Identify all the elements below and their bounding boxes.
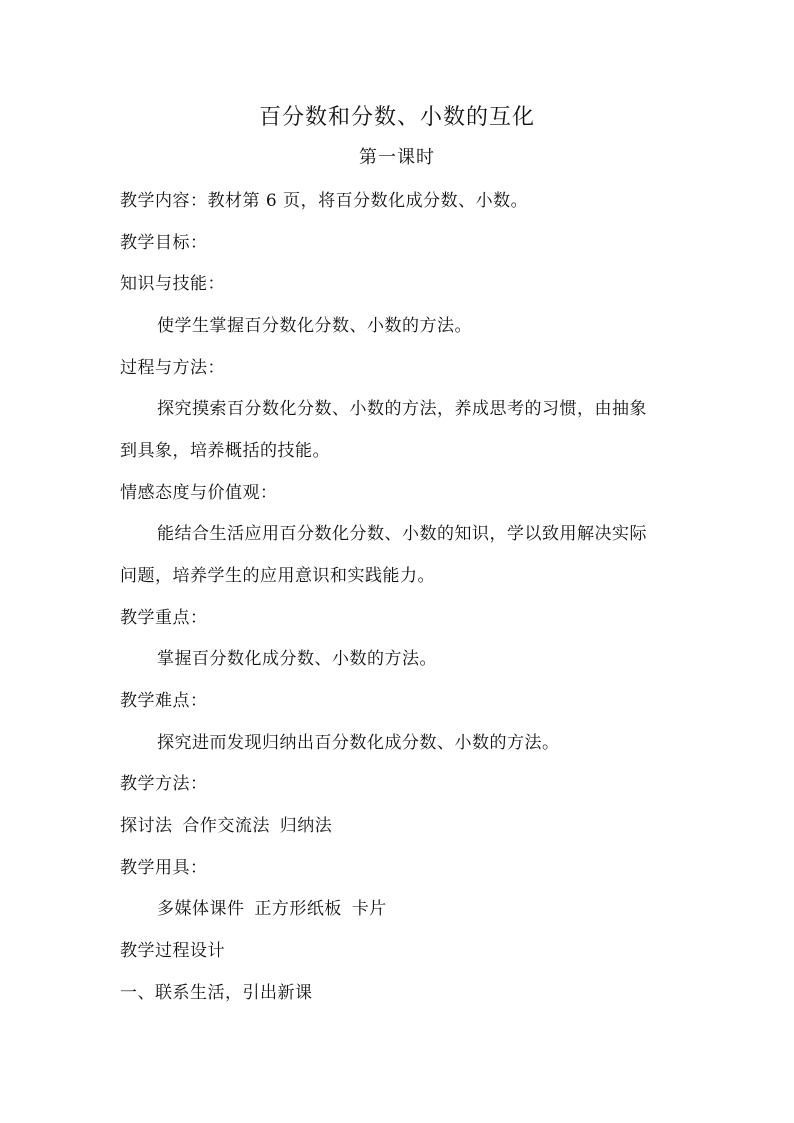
emotion-heading: 情感态度与价值观：	[120, 483, 278, 503]
key-point-heading: 教学重点：	[120, 608, 208, 628]
key-point-text: 掌握百分数化成分数、小数的方法。	[157, 649, 437, 669]
objectives-heading: 教学目标：	[120, 233, 208, 253]
difficulty-heading: 教学难点：	[120, 691, 208, 711]
process-text-line-2: 到具象，培养概括的技能。	[120, 441, 330, 461]
knowledge-heading: 知识与技能：	[120, 274, 225, 294]
document-subtitle: 第一课时	[359, 147, 435, 168]
teaching-content-line: 教学内容：教材第 6 页，将百分数化成分数、小数。	[120, 191, 529, 211]
tools-text: 多媒体课件 正方形纸板 卡片	[157, 899, 387, 919]
emotion-text-line-1: 能结合生活应用百分数化分数、小数的知识，学以致用解决实际	[157, 524, 647, 544]
process-text-line-1: 探究摸索百分数化分数、小数的方法，养成思考的习惯，由抽象	[157, 399, 647, 419]
method-heading: 教学方法：	[120, 774, 208, 794]
section-one-heading: 一、联系生活，引出新课	[120, 983, 313, 1003]
process-design-heading: 教学过程设计	[120, 941, 225, 961]
emotion-text-line-2: 问题，培养学生的应用意识和实践能力。	[120, 566, 435, 586]
document-title: 百分数和分数、小数的互化	[258, 105, 535, 130]
method-text: 探讨法 合作交流法 归纳法	[120, 816, 333, 836]
process-heading: 过程与方法：	[120, 358, 225, 378]
knowledge-text: 使学生掌握百分数化分数、小数的方法。	[157, 316, 472, 336]
tools-heading: 教学用具：	[120, 858, 208, 878]
difficulty-text: 探究进而发现归纳出百分数化成分数、小数的方法。	[157, 733, 560, 753]
